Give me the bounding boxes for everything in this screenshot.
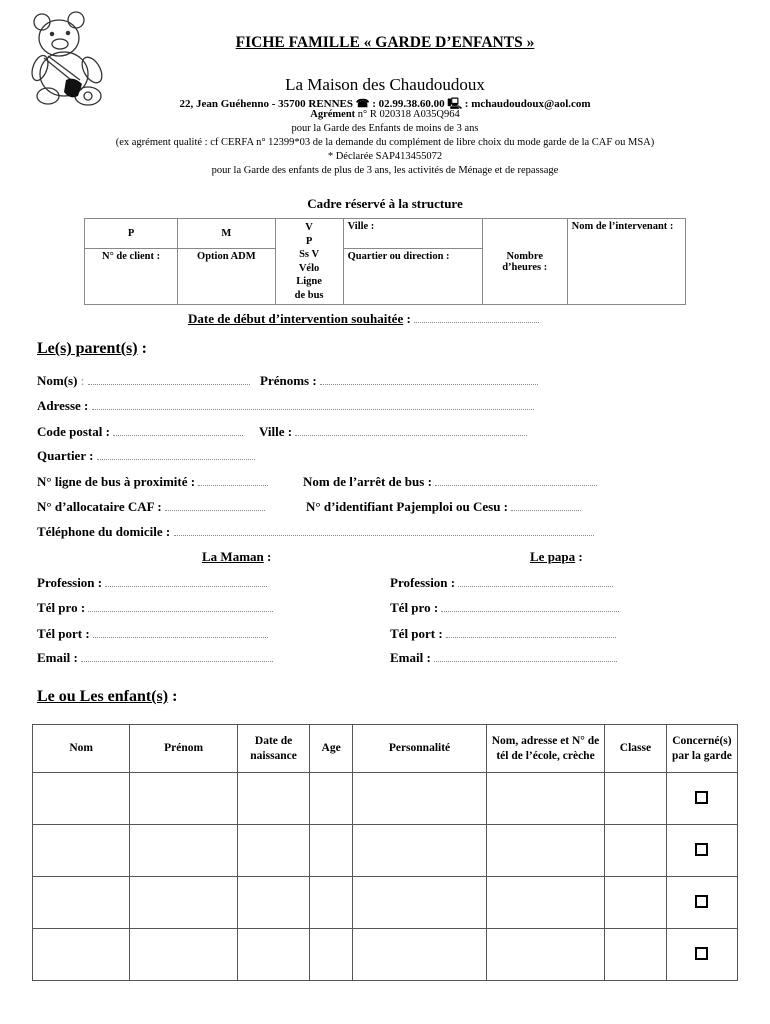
- checkbox-icon[interactable]: [695, 791, 708, 804]
- checkbox-icon[interactable]: [695, 947, 708, 960]
- quartier-cell[interactable]: Quartier ou direction :: [343, 249, 482, 305]
- info-line-4: (ex agrément qualité : cf CERFA n° 12399*03 de la demande du complément de libre choix du mode garde de la CAF ou MSA): [115, 137, 655, 148]
- column-header: Date de naissance: [238, 725, 310, 773]
- column-header: Classe: [605, 725, 667, 773]
- checkbox-icon[interactable]: [695, 843, 708, 856]
- code-postal-field[interactable]: Code postal :: [37, 424, 243, 440]
- column-header: Nom, adresse et N° de tél de l’école, crèche: [486, 725, 604, 773]
- agrement-label: Agrément: [310, 109, 356, 120]
- table-cell[interactable]: [486, 773, 604, 825]
- table-cell[interactable]: [238, 877, 310, 929]
- maman-email-field[interactable]: Email :: [37, 650, 273, 666]
- papa-tel-pro-field[interactable]: Tél pro :: [390, 600, 619, 616]
- transport-option: V: [305, 222, 313, 233]
- column-header: Nom: [33, 725, 130, 773]
- m-cell: M: [178, 219, 275, 249]
- table-cell[interactable]: [33, 773, 130, 825]
- table-cell[interactable]: [310, 877, 353, 929]
- ville-cell[interactable]: Ville :: [343, 219, 482, 249]
- maman-profession-field[interactable]: Profession :: [37, 575, 267, 591]
- p-cell: P: [85, 219, 178, 249]
- table-cell[interactable]: [605, 877, 667, 929]
- info-line-5: * Déclarée SAP413455072: [327, 151, 443, 162]
- table-cell[interactable]: [310, 825, 353, 877]
- table-cell[interactable]: [310, 929, 353, 981]
- table-cell[interactable]: [666, 877, 737, 929]
- table-cell[interactable]: [310, 773, 353, 825]
- table-row: [33, 825, 738, 877]
- heures-cell[interactable]: Nombre d’heures :: [482, 219, 567, 305]
- agrement-line: [0, 109, 770, 120]
- table-cell[interactable]: [486, 877, 604, 929]
- column-header: Age: [310, 725, 353, 773]
- table-cell[interactable]: [130, 929, 238, 981]
- maman-tel-pro-field[interactable]: Tél pro :: [37, 600, 273, 616]
- children-table: [32, 724, 738, 981]
- children-header-row: [33, 725, 738, 773]
- checkbox-icon[interactable]: [695, 895, 708, 908]
- transport-option: Vélo: [298, 262, 320, 274]
- table-cell[interactable]: [605, 825, 667, 877]
- nom-field[interactable]: Nom(s) :: [37, 373, 250, 389]
- transport-option: Ss V: [299, 249, 320, 260]
- papa-tel-port-field[interactable]: Tél port :: [390, 626, 616, 642]
- maman-heading: La Maman :: [202, 549, 272, 564]
- table-cell[interactable]: [353, 929, 487, 981]
- intervenant-cell[interactable]: Nom de l’intervenant :: [567, 219, 685, 305]
- form-title: FICHE FAMILLE « GARDE D’ENFANTS »: [235, 34, 535, 51]
- papa-heading: Le papa :: [530, 549, 583, 564]
- bus-stop-field[interactable]: Nom de l’arrêt de bus :: [303, 474, 597, 490]
- table-cell[interactable]: [353, 773, 487, 825]
- parents-heading: Le(s) parent(s) :: [37, 340, 147, 357]
- transport-cell: [275, 219, 343, 305]
- papa-profession-field[interactable]: Profession :: [390, 575, 613, 591]
- option-cell[interactable]: Option ADM: [178, 249, 275, 305]
- prenoms-field[interactable]: Prénoms :: [260, 373, 538, 389]
- telephone-field[interactable]: Téléphone du domicile :: [37, 524, 594, 540]
- table-cell[interactable]: [33, 877, 130, 929]
- bus-line-field[interactable]: N° ligne de bus à proximité :: [37, 474, 268, 490]
- transport-option: de bus: [294, 289, 324, 301]
- transport-options: [280, 221, 339, 302]
- table-row: [33, 773, 738, 825]
- pajemploi-field[interactable]: N° d’identifiant Pajemploi ou Cesu :: [306, 499, 581, 515]
- caf-field[interactable]: N° d’allocataire CAF :: [37, 499, 265, 515]
- date-debut-label: Date de début d’intervention souhaitée: [188, 311, 404, 326]
- table-cell[interactable]: [130, 773, 238, 825]
- table-cell[interactable]: [605, 929, 667, 981]
- organization-name: La Maison des Chaudoudoux: [285, 75, 485, 94]
- column-header: Prénom: [130, 725, 238, 773]
- table-cell[interactable]: [33, 825, 130, 877]
- table-cell[interactable]: [353, 825, 487, 877]
- table-cell[interactable]: [666, 773, 737, 825]
- structure-title: Cadre réservé à la structure: [307, 196, 463, 211]
- quartier-field[interactable]: Quartier :: [37, 448, 255, 464]
- table-cell[interactable]: [486, 825, 604, 877]
- info-line-6: pour la Garde des enfants de plus de 3 ans, les activités de Ménage et de repassage: [211, 165, 559, 176]
- table-cell[interactable]: [130, 877, 238, 929]
- table-cell[interactable]: [238, 825, 310, 877]
- info-line-3: pour la Garde des Enfants de moins de 3 ans: [291, 123, 479, 134]
- table-cell[interactable]: [353, 877, 487, 929]
- transport-option: Ligne: [296, 276, 322, 287]
- table-cell[interactable]: [130, 825, 238, 877]
- column-header: Concerné(s) par la garde: [666, 725, 737, 773]
- table-cell[interactable]: [666, 825, 737, 877]
- client-cell[interactable]: N° de client :: [85, 249, 178, 305]
- enfants-heading: Le ou Les enfant(s) :: [37, 688, 178, 705]
- adresse-field[interactable]: Adresse :: [37, 398, 534, 414]
- children-body: [33, 773, 738, 981]
- table-cell[interactable]: [238, 773, 310, 825]
- table-cell[interactable]: [666, 929, 737, 981]
- table-row: [33, 877, 738, 929]
- table-cell[interactable]: [238, 929, 310, 981]
- table-cell[interactable]: [33, 929, 130, 981]
- date-debut-field[interactable]: Date de début d’intervention souhaitée :: [188, 311, 539, 327]
- ville-field[interactable]: Ville :: [259, 424, 527, 440]
- address-line: 22, Jean Guéhenno - 35700 RENNES ☎ : 02.99.38.60.00 🖳 : mchaudoudoux@aol.com: [179, 98, 591, 110]
- papa-email-field[interactable]: Email :: [390, 650, 617, 666]
- column-header: Personnalité: [353, 725, 487, 773]
- maman-tel-port-field[interactable]: Tél port :: [37, 626, 268, 642]
- structure-table: [84, 218, 686, 305]
- table-cell[interactable]: [605, 773, 667, 825]
- table-row: [33, 929, 738, 981]
- table-cell[interactable]: [486, 929, 604, 981]
- agrement-value: n° R 020318 A035Q964: [357, 109, 460, 120]
- transport-option: P: [305, 235, 313, 247]
